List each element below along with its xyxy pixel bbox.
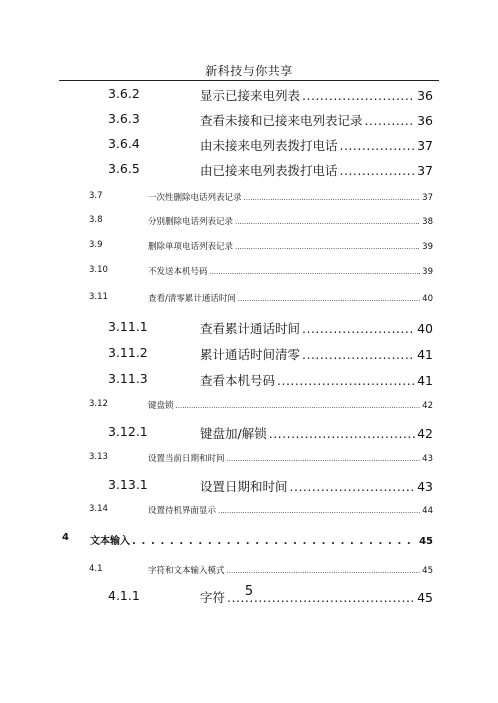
- toc-entry[interactable]: [89, 292, 433, 304]
- toc-dot-leader: [235, 243, 420, 251]
- toc-entry-title: 键盘加/解锁: [200, 426, 267, 441]
- toc-entry[interactable]: [89, 564, 433, 576]
- toc-entry-title: 不发送本机号码: [148, 267, 208, 277]
- toc-entry-number: 3.12: [89, 399, 108, 409]
- toc-entry[interactable]: [108, 86, 433, 104]
- toc-dot-leader: [244, 194, 421, 202]
- toc-entry-title: 查看本机号码: [200, 373, 276, 388]
- toc-entry-number: 3.11.2: [108, 345, 148, 360]
- toc-entry[interactable]: [108, 319, 433, 337]
- toc-entry-page: 38: [422, 217, 433, 227]
- toc-entry-number: 3.13.1: [108, 477, 148, 492]
- toc-entry-title: 查看累计通话时间: [200, 321, 301, 336]
- toc-entry-page: 36: [417, 88, 433, 103]
- toc-entry-number: 3.11.1: [108, 319, 148, 334]
- toc-entry-page: 37: [422, 193, 433, 203]
- toc-entry[interactable]: [89, 504, 433, 516]
- toc-entry-page: 41: [417, 347, 433, 362]
- toc-entry-number: 3.6.3: [108, 111, 140, 126]
- toc-entry[interactable]: [89, 265, 433, 277]
- toc-entry[interactable]: [62, 532, 433, 546]
- toc-entry-number: 3.6.2: [108, 86, 140, 101]
- toc-entry-page: 42: [422, 401, 433, 411]
- toc-entry-number: 4.1: [89, 564, 103, 574]
- toc-entry-title: 查看/清零累计通话时间: [148, 294, 236, 304]
- toc-entry-title: 文本输入: [90, 536, 130, 547]
- toc-dot-leader: [227, 455, 421, 463]
- toc-entry[interactable]: [108, 424, 433, 442]
- toc-dot-leader: [227, 567, 421, 575]
- toc-entry-number: 3.12.1: [108, 424, 148, 439]
- toc-dot-leader: [132, 536, 417, 547]
- toc-dot-leader: [340, 138, 416, 153]
- toc-entry-page: 37: [417, 163, 433, 178]
- page-header-title: 新科技与你共享: [205, 64, 293, 78]
- toc-entry-page: 37: [417, 138, 433, 153]
- toc-entry[interactable]: [89, 240, 433, 252]
- toc-entry-number: 3.14: [89, 504, 108, 514]
- toc-entry-title: 一次性删除电话列表记录: [148, 193, 242, 203]
- toc-entry-page: 45: [417, 590, 433, 605]
- toc-entry[interactable]: [108, 345, 433, 363]
- toc-entry[interactable]: [108, 477, 433, 495]
- header-divider: [59, 80, 439, 81]
- toc-entry-title: 设置待机界面显示: [148, 506, 217, 516]
- toc-entry-title: 由已接来电列表拨打电话: [200, 163, 338, 178]
- toc-entry-page: 39: [422, 267, 433, 277]
- toc-dot-leader: [176, 402, 421, 410]
- toc-entry-number: 3.7: [89, 191, 103, 201]
- toc-entry-title: 字符: [200, 590, 226, 605]
- toc-entry-title: 删除单项电话列表记录: [148, 242, 234, 252]
- toc-entry[interactable]: [89, 191, 433, 203]
- toc-entry[interactable]: [89, 215, 433, 227]
- toc-dot-leader: [302, 347, 415, 362]
- toc-entry[interactable]: [89, 399, 433, 411]
- toc-entry-title: 键盘锁: [148, 401, 174, 411]
- toc-dot-leader: [340, 163, 416, 178]
- toc-entry-page: 43: [417, 479, 433, 494]
- toc-entry-title: 设置当前日期和时间: [148, 454, 225, 464]
- toc-entry-page: 40: [422, 294, 433, 304]
- toc-dot-leader: [269, 426, 415, 441]
- toc-dot-leader: [277, 373, 415, 388]
- toc-entry-title: 设置日期和时间: [200, 479, 288, 494]
- toc-entry-page: 43: [422, 454, 433, 464]
- toc-entry-number: 3.11.3: [108, 371, 148, 386]
- toc-entry-number: 3.9: [89, 240, 103, 250]
- toc-entry[interactable]: [108, 111, 433, 129]
- toc-entry-title: 由未接来电列表拨打电话: [200, 138, 338, 153]
- toc-entry[interactable]: [108, 161, 433, 179]
- toc-entry-title: 分别删除电话列表记录: [148, 217, 234, 227]
- toc-entry[interactable]: [108, 371, 433, 389]
- toc-dot-leader: [365, 113, 416, 128]
- toc-entry-title: 显示已接来电列表: [200, 88, 301, 103]
- toc-entry-number: 3.6.4: [108, 136, 140, 151]
- toc-dot-leader: [210, 268, 421, 276]
- toc-entry-title: 查看未接和已接来电列表记录: [200, 113, 363, 128]
- toc-entry[interactable]: [89, 452, 433, 464]
- toc-entry-title: 累计通话时间清零: [200, 347, 301, 362]
- toc-dot-leader: [302, 321, 415, 336]
- toc-dot-leader: [302, 88, 415, 103]
- toc-dot-leader: [235, 218, 420, 226]
- toc-dot-leader: [218, 507, 420, 515]
- toc-entry-number: 3.8: [89, 215, 103, 225]
- toc-entry-number: 3.11: [89, 292, 108, 302]
- toc-dot-leader: [238, 295, 420, 303]
- toc-entry-number: 4: [62, 532, 69, 543]
- toc-entry-title: 字符和文本输入模式: [148, 566, 225, 576]
- toc-entry-page: 41: [417, 373, 433, 388]
- toc-entry-page: 36: [417, 113, 433, 128]
- toc-entry-page: 44: [422, 506, 433, 516]
- toc-entry-page: 40: [417, 321, 433, 336]
- toc-entry[interactable]: [108, 136, 433, 154]
- page-number: 5: [244, 584, 254, 599]
- toc-entry-page: 39: [422, 242, 433, 252]
- toc-entry-number: 4.1.1: [108, 588, 140, 603]
- toc-entry-page: 45: [422, 566, 433, 576]
- toc-entry-number: 3.6.5: [108, 161, 140, 176]
- toc-entry-page: 42: [417, 426, 433, 441]
- toc-dot-leader: [290, 479, 416, 494]
- toc-entry-number: 3.13: [89, 452, 108, 462]
- toc-entry-page: 45: [419, 536, 433, 547]
- toc-entry-number: 3.10: [89, 265, 108, 275]
